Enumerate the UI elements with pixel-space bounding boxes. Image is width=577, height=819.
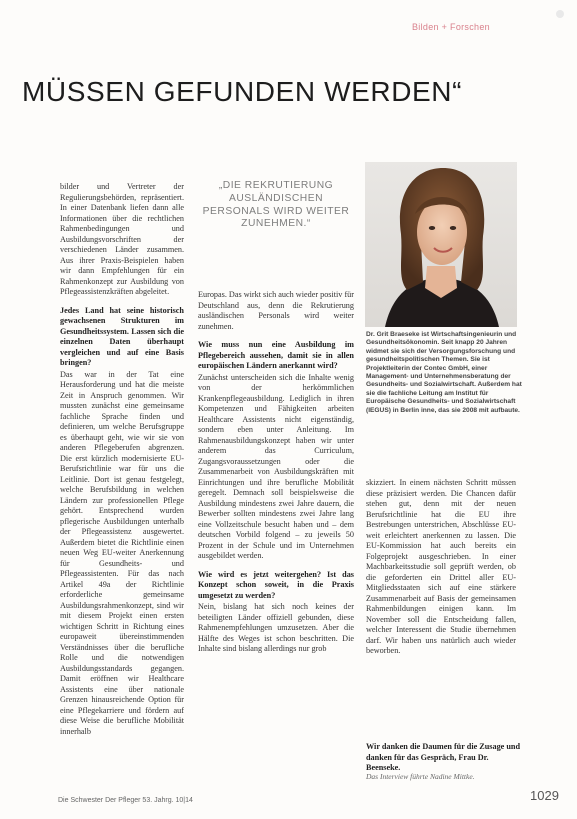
interview-answer: Das war in der Tat eine Herausforderung und hat die meiste Zeit in Anspruch genommen. Wir mussten zunächst eine gemeinsame fachliche Sprache finden und definieren, um welche Berufsgruppe es überhaupt geht, wie wir sie von anderen Pflegeberufen abgrenzen. Die erst kürzlich modernisierte EU-Berufsrichtlinie war für uns die Leitlinie. Dort ist genau festgelegt, welche Berufsbildung in welchen Ländern zur professionellen Pflege gehört. Entsprechend wurden pflegerische Ausbildungen unterhalb der Pflegeassistenz ausgewertet. Außerdem bietet die Richtlinie einen neuen Weg EU-weiter Anerkennung für Gesundheits- und Pflegeassistenten. Für das nach Artikel 49a der Richtlinie erforderliche gemeinsame Ausbildungsrahmenkonzept, sind wir mit diesem Projekt einen ersten wichtigen Schritt in Richtung eines europaweit übereinstimmenden Verständnisses über die berufliche Rolle und die notwendigen Ausbildungsstandards gegangen. Damit eröffnen wir Healthcare Assistents eine über nationale Grenzen hinausreichende Option für eine Pflegekarriere und fördern auf diese Weise die berufliche Mobilität innerhalb <box>60 369 184 736</box>
page-edge-mark <box>556 10 564 18</box>
page-headline: MÜSSEN GEFUNDEN WERDEN“ <box>22 76 463 107</box>
page-number: 1029 <box>530 788 559 803</box>
rubric-separator: + <box>441 22 448 32</box>
paragraph: bilder und Vertreter der Regulierungsbehörden, repräsentiert. In einer Datenbank liefen dann alle Informationen über die rechtlichen Rahmenbedingungen und Ausbildungsvorschriften der verschiedenen Länder zusammen. Aus ihrer Praxis-Beispielen haben wir dann Empfehlungen für ein Rahmenkonzept zur Ausbildung von Pflegeassistenzkräften abgeleitet. <box>60 182 184 296</box>
interview-question: Wie wird es jetzt weitergehen? Ist das Konzept schon soweit, in die Praxis umgesetzt zu werden? <box>198 569 354 600</box>
section-rubric <box>412 22 490 32</box>
interview-answer: Zunächst unterscheiden sich die Inhalte wenig von der herkömmlichen Krankenpflegeausbildung. Lediglich in ihren Kompetenzen und Fähigkeiten arbeiten Healthcare Assistents nicht eigenständig, sondern eben unter Anleitung. Im Rahmenausbildungskonzept haben wir unter anderem das Curriculum, Zugangsvoraussetzungen oder die Zusammenarbeit von Ausbildungskräften mit Einrichtungen und ihre berufliche Mobilität geregelt. Demnach soll beispielsweise die Ausbildung mindestens zwei Jahre dauern, die Bewerber sollten mindestens zwei Jahre lang eine Vollzeitschule besucht haben und – dem deutschen Vorbild folgend – zu jeweils 50 Prozent in der Schule und im Unternehmen ausgebildet werden. <box>198 372 354 560</box>
photo-caption: Dr. Grit Braeseke ist Wirtschaftsingenieurin und Gesundheitsökonomin. Seit knapp 20 Jahren widmet sie sich der Versorgungsforschung und gesundheitspolitischen Themen. Sie ist Projektleiterin der Contec GmbH, einer Management- und Unternehmensberatung der Gesundheits- und Sozialwirtschaft. Außerdem hat sie die fachliche Leitung am Institut für Europäische Gesundheits- und Sozialwirtschaft (IEGUS) in Berlin inne, das sie 2008 mit aufbaute. <box>366 331 522 414</box>
portrait-photo <box>365 162 517 327</box>
article-column-2 <box>198 290 354 655</box>
publication-footer: Die Schwester Der Pfleger 53. Jahrg. 10|14 <box>58 797 193 804</box>
interview-question: Wie muss nun eine Ausbildung im Pflegebereich aussehen, damit sie in allen europäischen Ländern anerkannt wird? <box>198 340 354 370</box>
closing-remark: Wir danken die Daumen für die Zusage und danken für das Gespräch, Frau Dr. Beenseke. <box>366 742 521 772</box>
interview-credit: Das Interview führte Nadine Mittke. <box>366 772 475 781</box>
rubric-left: Bilden <box>412 22 439 32</box>
pull-quote: „DIE REKRUTIERUNG AUSLÄNDISCHEN PERSONALS WIRD WEITER ZUNEHMEN.“ <box>202 180 350 230</box>
interview-question: Jedes Land hat seine historisch gewachsenen Strukturen im Gesundheitssystem. Lassen sich die einzelnen Daten überhaupt vergleichen und auf eine Basis bringen? <box>60 305 184 367</box>
paragraph: Europas. Das wirkt sich auch wieder positiv für Deutschland aus, denn die Rekrutierung ausländischen Personals wird weiter zunehmen. <box>198 290 354 331</box>
paragraph: skizziert. In einem nächsten Schritt müssen diese präzisiert werden. Die Chancen dafür stehen gut, denn mit der neuen Berufsrichtlinie hat die EU ihre Bestrebungen unterstrichen, Abschlüsse EU-weit erleichtert anerkennen zu lassen. Die EU-Kommission hat auch bereits ein Folgeprojekt ausgeschrieben. In einer Machbarkeitsstudie soll geprüft werden, ob die geforderten ein Drittel aller EU-Mitgliedsstaaten sich auf eine stärkere Zusammenarbeit auf Basis der gemeinsamen Rahmenbildungen einigen kann. Im November soll die Entscheidung fallen, welcher Interessent die Studie übernehmen darf. Wir haben uns natürlich auch wieder beworben. <box>366 478 516 655</box>
rubric-right: Forschen <box>450 22 490 32</box>
article-column-3 <box>366 478 516 665</box>
interview-answer: Nein, bislang hat sich noch keines der beteiligten Länder offiziell gebunden, diese Rahmenempfehlungen umzusetzen. Aber die Hälfte des Weges ist schon beschritten. Die Inhalte sind bislang allerdings nur grob <box>198 602 354 653</box>
portrait-illustration <box>365 162 517 327</box>
article-column-1 <box>60 182 184 737</box>
